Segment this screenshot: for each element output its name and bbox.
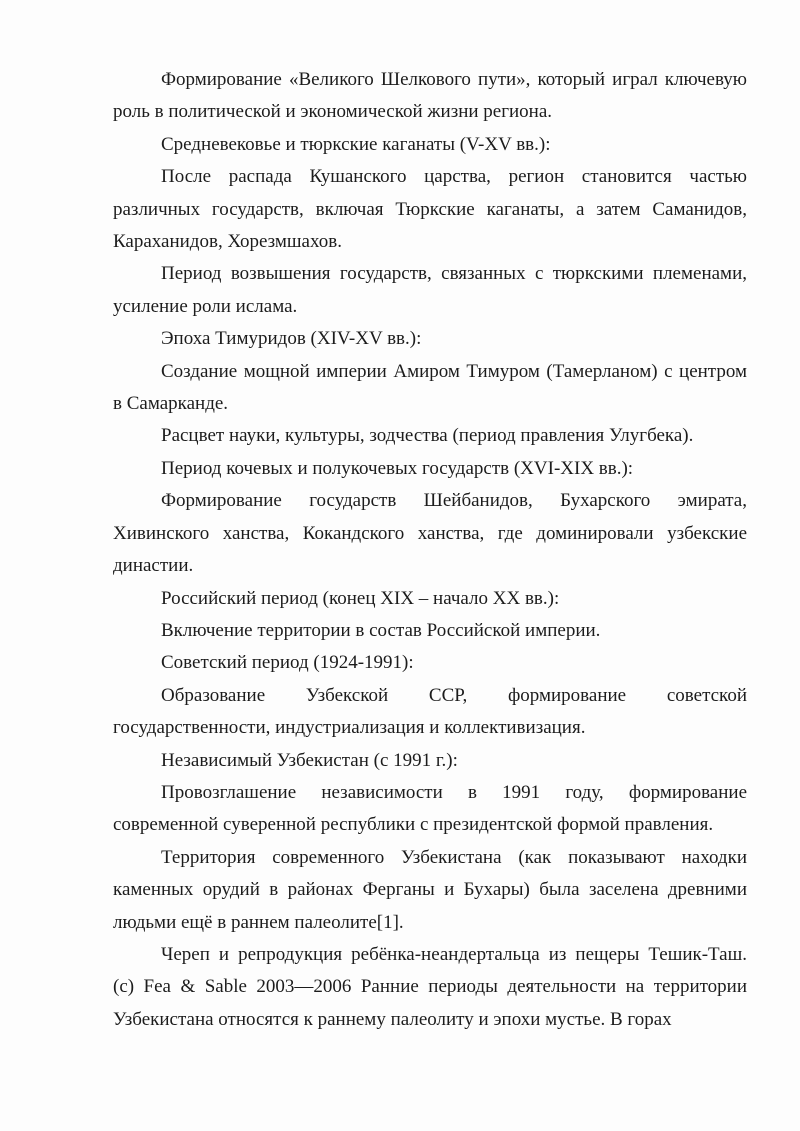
paragraph: Независимый Узбекистан (с 1991 г.): xyxy=(161,749,458,771)
paragraph: Провозглашение независимости в 1991 году, формирование современной суверенной республики с президентской формой правления. xyxy=(113,781,747,836)
paragraph: Период возвышения государств, связанных с тюркскими племенами, усиление роли ислама. xyxy=(113,263,747,317)
paragraph: Территория современного Узбекистана (как показывают находки каменных орудий в районах Ферганы и Бухары) была заселена древними людьми ещё в раннем палеолите[1]. xyxy=(113,846,747,933)
paragraph: Российский период (конец XIX – начало XX вв.): xyxy=(161,587,560,609)
paragraph: Создание мощной империи Амиром Тимуром (Тамерланом) с центром в Самарканде. xyxy=(113,360,747,415)
paragraph: Включение территории в состав Российской империи. xyxy=(161,619,601,641)
paragraph: Советский период (1924-1991): xyxy=(161,652,414,674)
paragraph: Расцвет науки, культуры, зодчества (период правления Улугбека). xyxy=(161,425,694,447)
paragraph: Череп и репродукция ребёнка-неандертальца из пещеры Тешик-Таш. (с) Fea & Sable 2003—2006 Ранние периоды деятельности на территории Узбекистана относятся к раннему палеолиту и эпохи мустье. В горах xyxy=(113,943,747,1030)
paragraph: Образование Узбекской ССР, формирование советской государственности, индустриализация и коллективизация. xyxy=(113,684,747,739)
paragraph: Формирование «Великого Шелкового пути», который играл ключевую роль в политической и экономической жизни региона. xyxy=(113,69,747,123)
paragraph: После распада Кушанского царства, регион становится частью различных государств, включая Тюркские каганаты, а затем Саманидов, Караханидов, Хорезмшахов. xyxy=(113,166,747,253)
paragraph: Период кочевых и полукочевых государств (XVI-XIX вв.): xyxy=(161,457,634,479)
paragraph: Формирование государств Шейбанидов, Бухарского эмирата, Хивинского ханства, Кокандского ханства, где доминировали узбекские династии. xyxy=(113,490,747,577)
paragraph: Средневековье и тюркские каганаты (V-XV вв.): xyxy=(161,133,551,155)
paragraph: Эпоха Тимуридов (XIV-XV вв.): xyxy=(161,328,422,350)
